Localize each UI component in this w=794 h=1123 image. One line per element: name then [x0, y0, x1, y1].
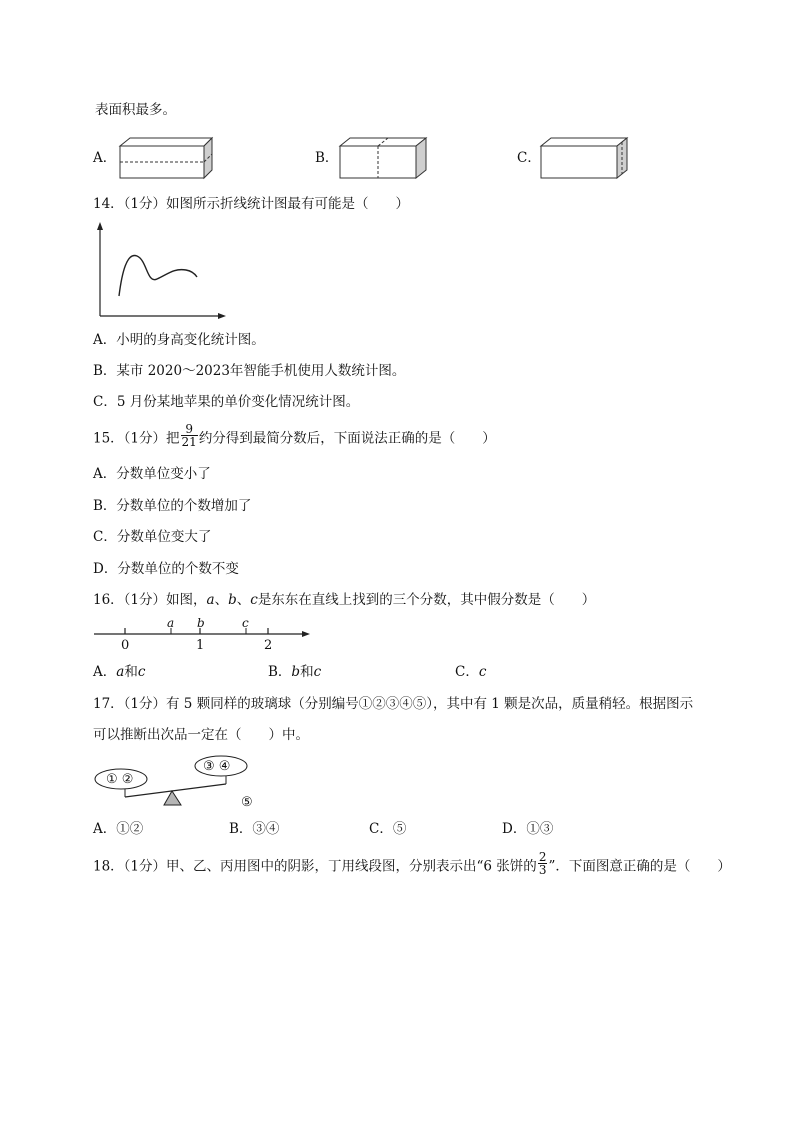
q15-fraction-denominator: 21 [181, 435, 197, 449]
q16-option-b-var1: b [291, 664, 301, 680]
q16-option-a-prefix: A． [93, 664, 117, 680]
q13-box-b-figure [338, 136, 434, 180]
q13-tail: 表面积最多。 [95, 102, 176, 118]
q17-option-c[interactable]: C．⑤ [369, 821, 407, 837]
q16-option-a-mid: 和 [124, 664, 138, 680]
q14-line-chart-figure [92, 222, 226, 320]
q13-option-b-label[interactable]: B． [315, 150, 339, 166]
q17-option-a[interactable]: A．①② [93, 821, 144, 837]
q14-stem: 14．（1分）如图所示折线统计图最有可能是（ ） [93, 196, 410, 212]
q16-point-label-c: c [242, 616, 249, 630]
q16-option-b-var2: c [313, 664, 322, 680]
q18-fraction-denominator: 3 [538, 863, 547, 877]
q16-option-b[interactable] [268, 664, 321, 680]
q16-stem-pre: 16．（1分）如图， [93, 592, 207, 608]
q15-fraction-numerator: 9 [181, 423, 198, 436]
q18-fraction-numerator: 2 [538, 850, 547, 864]
q15-option-c[interactable]: C．分数单位变大了 [93, 529, 212, 545]
q17-scale-left-label: ① ② [106, 772, 134, 787]
q14-option-b[interactable]: B．某市 2020～2023年智能手机使用人数统计图。 [93, 363, 406, 379]
q18-stem-before: 18．（1分）甲、乙、丙用图中的阴影，丁用线段图，分别表示出“6 张饼的 [93, 858, 537, 875]
q16-option-a-var2: c [137, 664, 146, 680]
q13-option-c-label[interactable]: C． [517, 150, 541, 166]
q16-option-b-mid: 和 [300, 664, 314, 680]
q18-stem-after: ”．下面图意正确的是（ ） [548, 858, 731, 875]
q16-sep-2: 、 [236, 592, 251, 608]
q16-sep-1: 、 [214, 592, 229, 608]
q16-var-c: c [250, 592, 258, 608]
q15-stem-before: 15．（1分）把 [93, 430, 180, 447]
q16-var-a: a [206, 592, 215, 608]
q17-stem-line-1: 17．（1分）有 5 颗同样的玻璃球（分别编号①②③④⑤），其中有 1 颗是次品，质量稍轻。根据图示 [93, 696, 694, 712]
q17-scale-extra-ball: ⑤ [241, 795, 253, 810]
q16-point-label-a: a [167, 616, 175, 630]
q17-option-b[interactable]: B．③④ [229, 821, 280, 837]
q16-option-a-var1: a [116, 664, 125, 680]
q15-stem-after: 约分得到最简分数后，下面说法正确的是（ ） [198, 430, 496, 447]
q16-point-label-b: b [197, 616, 205, 630]
q17-stem-line-2: 可以推断出次品一定在（ ）中。 [93, 727, 309, 743]
q13-box-a-figure [118, 136, 214, 180]
q13-option-a-label[interactable]: A． [93, 150, 117, 166]
q14-option-c[interactable]: C．5 月份某地苹果的单价变化情况统计图。 [93, 394, 360, 410]
q16-var-b: b [228, 592, 237, 608]
q13-box-c-figure [539, 136, 635, 180]
q15-stem [93, 422, 496, 449]
q16-stem-post: 是东东在直线上找到的三个分数，其中假分数是（ ） [257, 592, 596, 608]
q15-fraction [181, 423, 198, 448]
q16-option-c[interactable] [455, 664, 486, 680]
q16-tick-label-1: 1 [196, 638, 205, 653]
q16-option-c-var: c [478, 664, 487, 680]
q17-scale-right-label: ③ ④ [203, 759, 231, 774]
q14-option-a[interactable]: A．小明的身高变化统计图。 [93, 332, 265, 348]
q15-option-d[interactable]: D．分数单位的个数不变 [93, 561, 239, 577]
q16-option-c-prefix: C． [455, 664, 479, 680]
q15-option-a[interactable]: A．分数单位变小了 [93, 466, 211, 482]
q15-option-b[interactable]: B．分数单位的个数增加了 [93, 498, 252, 514]
q16-option-a[interactable] [93, 664, 145, 680]
q18-stem [93, 850, 731, 877]
q16-tick-label-2: 2 [264, 638, 273, 653]
q17-option-d[interactable]: D．①③ [502, 821, 554, 837]
q18-fraction [538, 851, 548, 876]
q16-stem [93, 592, 595, 608]
q16-tick-label-0: 0 [121, 638, 130, 653]
q16-option-b-prefix: B． [268, 664, 292, 680]
